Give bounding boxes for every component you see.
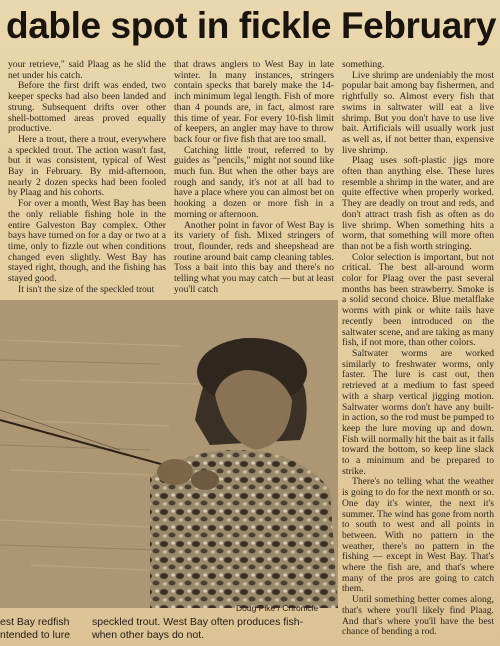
paragraph: Live shrimp are undeniably the most popular bait among bay fishermen, and rightfully so. Almost every fish that swims in saltwater will eat a live shrimp. But you don't have to use live bait. Artificials will usually work just as well as, if not better than, expensive live shrimp. <box>342 69 494 156</box>
paragraph: Catching little trout, referred to by guides as "pencils," might not sound like much fun. But when the other bays are rough and sandy, it's not at all bad to have a place where you can almost bet on hooking a dozen or more fish in a morning or afternoon. <box>174 144 334 220</box>
paragraph: that draws anglers to West Bay in late winter. In many instances, stringers contain specks that barely make the 14-inch minimum legal length. Fish of more than 4 pounds are, in fact, almost rare this time of year. For every 10-fish limit of keepers, an angler may have to throw back four or five fish that are too small. <box>174 60 334 145</box>
paragraph: Here a trout, there a trout, everywhere a speckled trout. The action wasn't fast, but it was consistent, typical of West Bay in February. By mid-afternoon, nearly 2 dozen specks had been fooled by Plaag and his cohorts. <box>8 133 166 199</box>
caption-right <box>92 616 338 642</box>
caption-line: speckled trout. West Bay often produces fish- <box>92 616 304 628</box>
caption-left <box>0 616 84 642</box>
angler-hand <box>157 459 193 485</box>
caption-line: when other bays do not. <box>92 629 205 641</box>
paragraph: For over a month, West Bay has been the only reliable fishing hole in the entire Galveston Bay complex. Other bays have turned on for a day or two at a time, only to fizzle out when conditions changed even slightly. West Bay has stayed right, though, and the fishing has stayed good. <box>8 198 166 285</box>
headline: dable spot in fickle February <box>6 5 497 46</box>
caption-line: est Bay redfish <box>0 616 70 628</box>
photo-angler-fishing <box>0 300 338 608</box>
paragraph: Until something better comes along, that's where you'll likely find Plaag. And that's where you'll have the best chance of bending a rod. <box>342 594 494 638</box>
paragraph: Plaag uses soft-plastic jigs more often than anything else. These lures resemble a shrimp in the water, and are quite effective when properly worked. They are deadly on trout and reds, and don't attract trash fish as often as do live shrimp. When something hits a worm, that something will more often than not be a fish worth stringing. <box>342 155 494 252</box>
caption-line: ntended to lure <box>0 629 71 641</box>
paragraph: something. <box>342 60 385 70</box>
paragraph: Saltwater worms are worked similarly to freshwater worms, only faster. The lure is cast out, then retrieved at a medium to fast speed with a sharp vertical jigging motion. Saltwater worms don't have any built-in action, so the rod must be pumped to keep the lure moving up and down. Fish will normally hit the bait as it falls toward the bottom, so keep line slack to a minimum and be prepared to strike. <box>342 347 494 477</box>
paragraph: There's no telling what the weather is going to do for the next month or so. One day it's winter, the next it's summer. The wind has gone from north to south to west and all points in between. With no pattern in the weather, there's no pattern in the fishing — except in West Bay. That's where the fish are, and that's where many of the pros are going to catch them. <box>342 476 494 595</box>
paragraph: It isn't the size of the speckled trout <box>18 283 155 295</box>
photo-illustration <box>0 300 338 608</box>
paragraph: Before the first drift was ended, two keeper specks had also been landed and strung. Subsequent drifts over other shell-bottomed areas proved equally productive. <box>8 80 166 135</box>
paragraph: your retrieve," said Plaag as he slid the net under his catch. <box>8 60 166 81</box>
paragraph: Another point in favor of West Bay is its variety of fish. Mixed stringers of trout, flounder, reds and sheepshead are routine around bait camp cleaning tables. Toss a bait into this bay and there's no telling what you may catch — but at least you'll catch <box>174 219 334 295</box>
photo-credit: Doug Pike / Chronicle <box>236 603 319 613</box>
paragraph: Color selection is important, but not critical. The best all-around worm color for Plaag over the past several months has been strawberry. Smoke is a solid second choice. Blue metalflake worms with pink or white tails have recently been introduced on the saltwater scene, and are taking as many fish, if not more, than other colors. <box>342 251 494 349</box>
article-column-3 <box>342 60 494 646</box>
